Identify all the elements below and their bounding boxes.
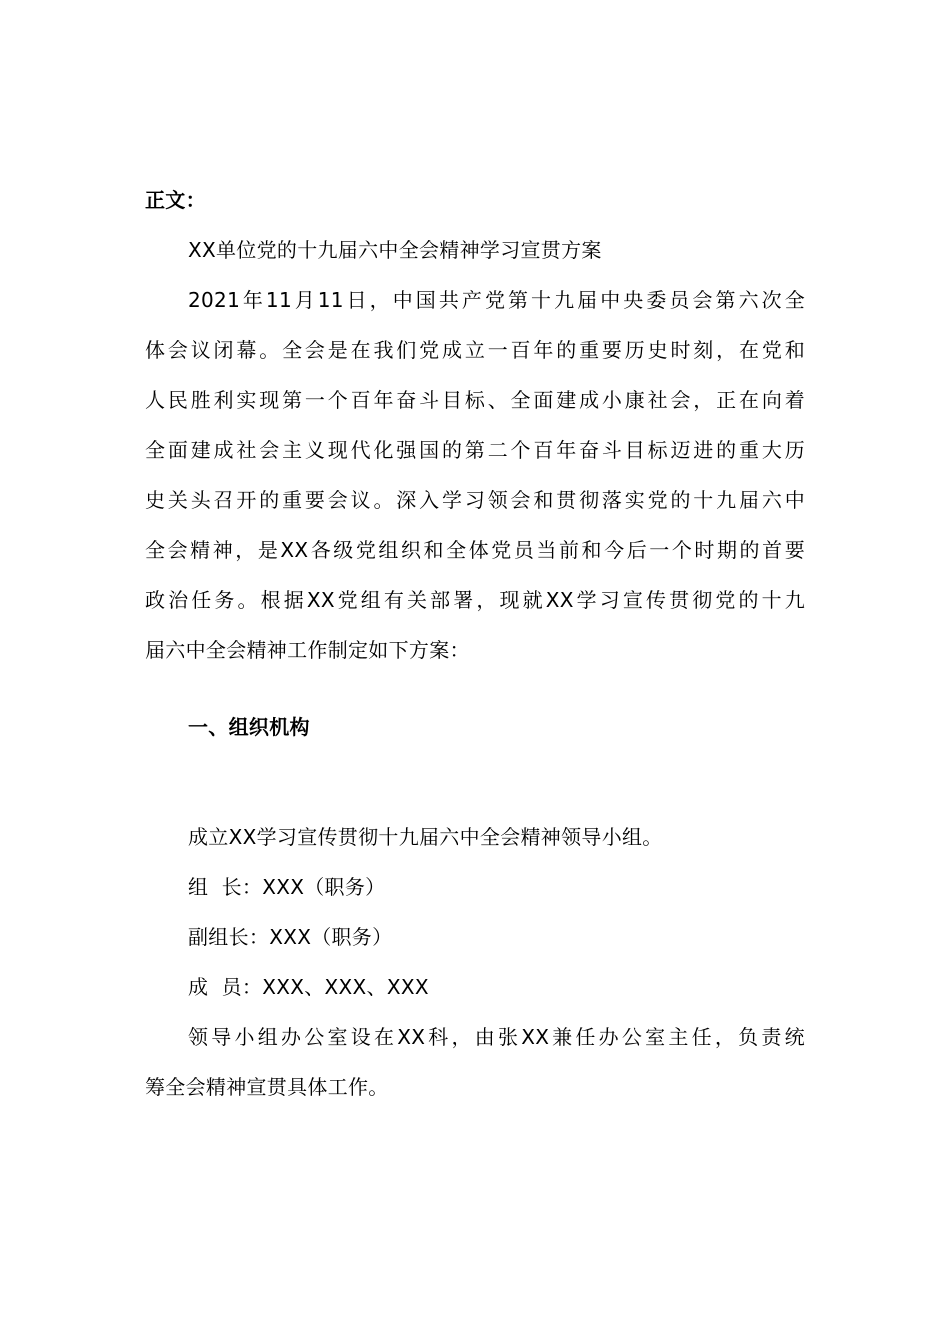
- intro-line: 体会议闭幕。全会是在我们党成立一百年的重要历史时刻，在党和: [145, 338, 805, 362]
- intro-line: 全面建成社会主义现代化强国的第二个百年奋斗目标迈进的重大历: [145, 438, 805, 462]
- intro-line: 人民胜利实现第一个百年奋斗目标、全面建成小康社会，正在向着: [145, 388, 805, 412]
- members-line: 成 员：XXX、XXX、XXX: [188, 975, 429, 999]
- document-title: XX单位党的十九届六中全会精神学习宣贯方案: [188, 238, 602, 262]
- body-label: 正文：: [145, 188, 206, 212]
- intro-line: 史关头召开的重要会议。深入学习领会和贯彻落实党的十九届六中: [145, 488, 805, 512]
- deputy-leader-line: 副组长：XXX（职务）: [188, 925, 393, 949]
- office-line: 领导小组办公室设在XX科，由张XX兼任办公室主任，负责统: [188, 1025, 805, 1049]
- intro-line: 届六中全会精神工作制定如下方案：: [145, 638, 470, 662]
- office-line: 筹全会精神宣贯具体工作。: [145, 1075, 389, 1099]
- leader-line: 组 长：XXX（职务）: [188, 875, 386, 899]
- intro-line: 2021年11月11日，中国共产党第十九届中央委员会第六次全: [188, 288, 805, 312]
- intro-line: 政治任务。根据XX党组有关部署，现就XX学习宣传贯彻党的十九: [145, 588, 805, 612]
- section-heading: 一、组织机构: [188, 715, 310, 739]
- intro-line: 全会精神，是XX各级党组织和全体党员当前和今后一个时期的首要: [145, 538, 805, 562]
- section-line: 成立XX学习宣传贯彻十九届六中全会精神领导小组。: [188, 825, 663, 849]
